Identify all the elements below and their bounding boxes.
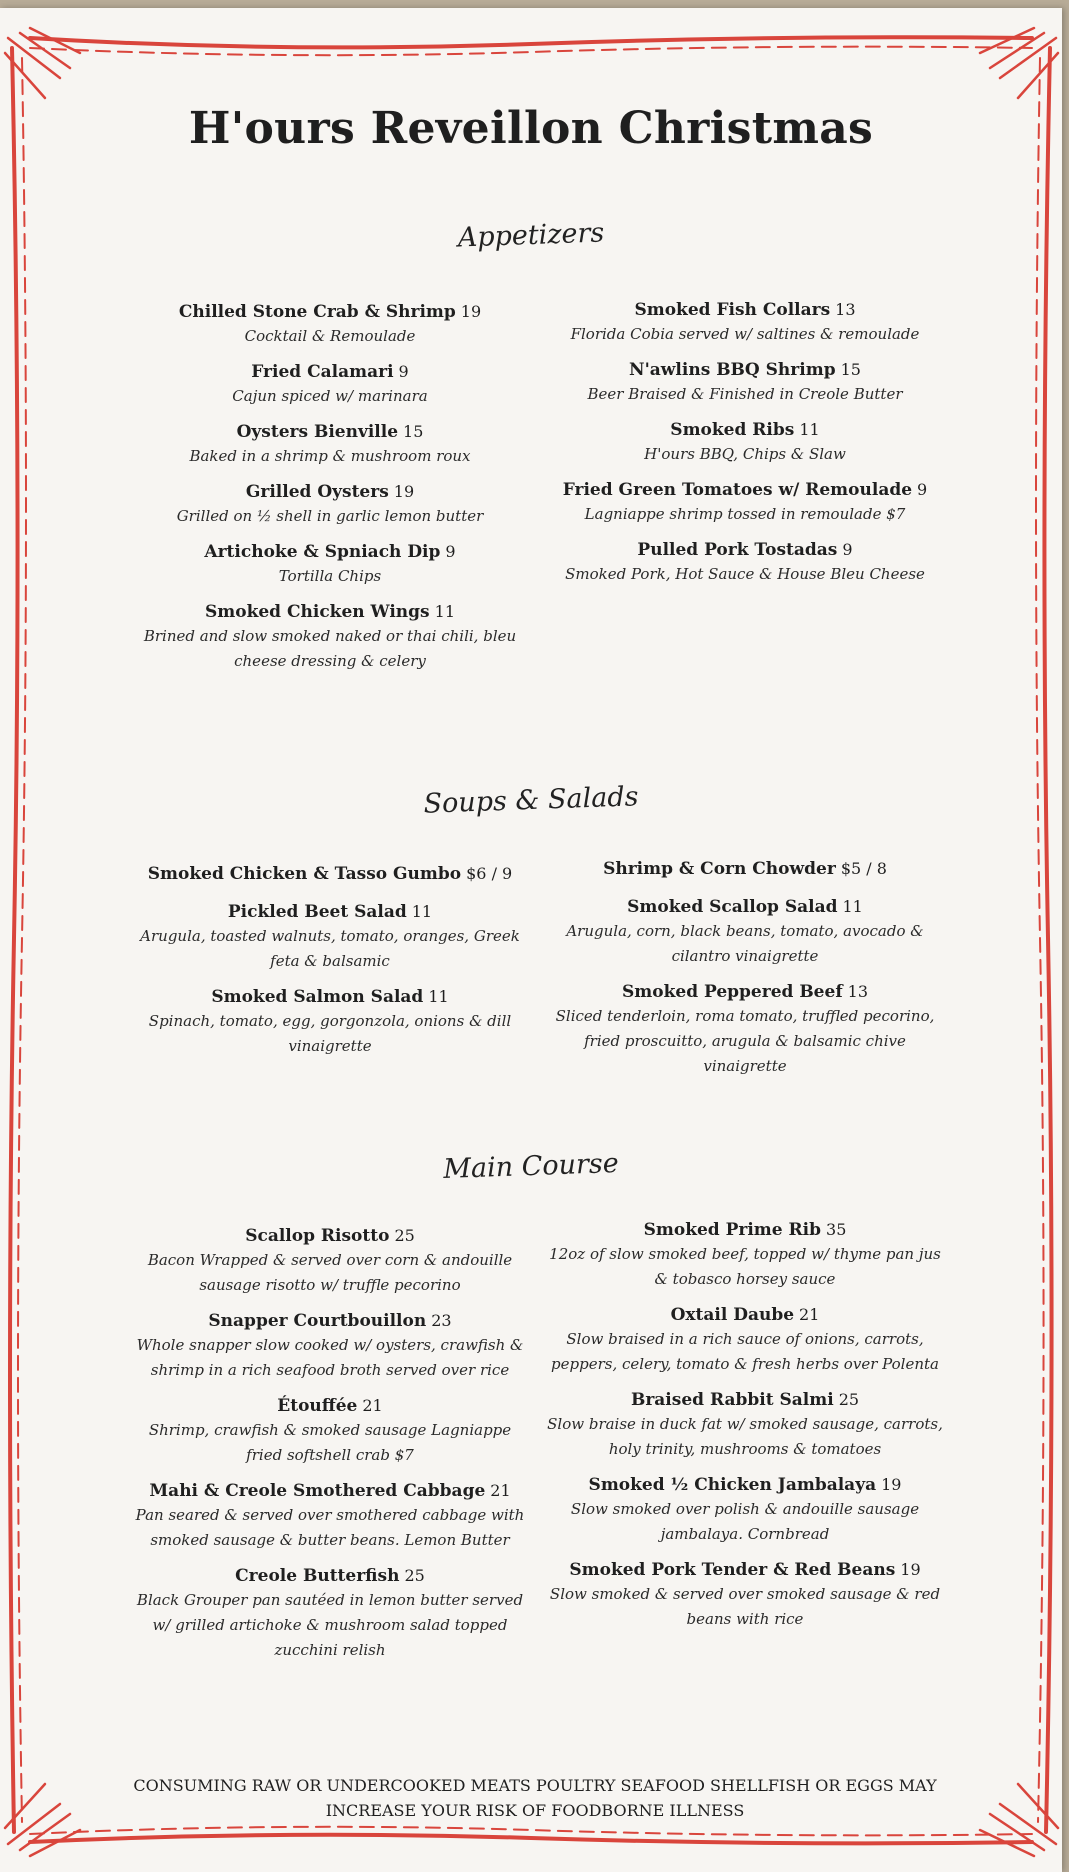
menu-item-title-line (130, 862, 530, 886)
menu-item (545, 1218, 945, 1292)
menu-item-name: Oxtail Daube (670, 1305, 795, 1325)
menu-item (130, 1309, 530, 1383)
menu-item (130, 985, 530, 1059)
menu-item-name: Smoked Pork Tender & Red Beans (569, 1560, 896, 1580)
menu-item-description: Sliced tenderloin, roma tomato, truffled pecorino, fried proscuitto, arugula & balsamic chive vinaigrette (555, 1007, 935, 1075)
menu-item-description: Bacon Wrapped & served over corn & andouille sausage risotto w/ truffle pecorino (147, 1251, 513, 1294)
soups-right-column (545, 857, 945, 1090)
menu-item-name: Fried Green Tomatoes w/ Remoulade (562, 480, 913, 500)
menu-item-name: Smoked Fish Collars (634, 300, 831, 320)
menu-item-name: Snapper Courtbouillon (208, 1311, 427, 1331)
menu-item-name: Smoked Chicken Wings (204, 602, 430, 622)
menu-item-price: 13 (847, 982, 868, 1001)
menu-item (545, 298, 945, 347)
menu-item-title-line (130, 1479, 530, 1503)
menu-item-description: Black Grouper pan sautéed in lemon butter served w/ grilled artichoke & mushroom salad topped zucchini relish (136, 1591, 524, 1659)
menu-item-title-line (130, 900, 530, 924)
menu-item-description: Cajun spiced w/ marinara (232, 387, 428, 405)
menu-item-description: Slow smoked & served over smoked sausage & red beans with rice (549, 1585, 941, 1628)
menu-item (545, 857, 945, 881)
menu-item (545, 358, 945, 407)
menu-item (130, 420, 530, 469)
menu-item-name: Smoked Salmon Salad (211, 987, 424, 1007)
menu-item-price: 21 (362, 1396, 383, 1415)
menu-item-title-line (130, 1394, 530, 1418)
menu-item-name: Fried Calamari (251, 362, 394, 382)
menu-item-name: Braised Rabbit Salmi (630, 1390, 834, 1410)
menu-item-name: N'awlins BBQ Shrimp (629, 360, 836, 380)
menu-item-title-line (545, 1303, 945, 1327)
menu-item-price: $5 / 8 (840, 859, 887, 878)
menu-item-price: 19 (900, 1560, 921, 1579)
menu-item (130, 360, 530, 409)
menu-item (545, 1303, 945, 1377)
menu-item-price: 21 (799, 1305, 820, 1324)
menu-item-name: Smoked ½ Chicken Jambalaya (588, 1475, 877, 1495)
menu-item-title-line (130, 480, 530, 504)
menu-item-price: 9 (398, 362, 409, 381)
menu-item-price: 9 (445, 542, 456, 561)
menu-item-description: Shrimp, crawfish & smoked sausage Lagniappe fried softshell crab $7 (148, 1421, 512, 1464)
menu-item-title-line (130, 1564, 530, 1588)
menu-item-name: Smoked Scallop Salad (627, 897, 838, 917)
menu-item-title-line (545, 1558, 945, 1582)
menu-item-name: Creole Butterfish (235, 1566, 400, 1586)
menu-item-title-line (545, 478, 945, 502)
menu-item-description: H'ours BBQ, Chips & Slaw (644, 445, 846, 463)
food-safety-disclaimer: CONSUMING RAW OR UNDERCOOKED MEATS POULTRY SEAFOOD SHELLFISH OR EGGS MAY INCREASE YOUR RISK OF FOODBORNE ILLNESS (133, 1776, 937, 1820)
menu-item-description: Cocktail & Remoulade (244, 327, 416, 345)
menu-item-title-line (545, 358, 945, 382)
menu-item (545, 418, 945, 467)
menu-item-name: Grilled Oysters (245, 482, 389, 502)
menu-item-title-line (545, 857, 945, 881)
menu-item-title-line (130, 985, 530, 1009)
menu-item (130, 480, 530, 529)
menu-item (545, 980, 945, 1079)
menu-item-price: 15 (403, 422, 424, 441)
menu-item (545, 478, 945, 527)
menu-item-title-line (545, 980, 945, 1004)
menu-item-name: Shrimp & Corn Chowder (603, 859, 836, 879)
section-heading-soups-salads: Soups & Salads (423, 781, 639, 820)
menu-item-price: 25 (838, 1390, 860, 1409)
menu-item-title-line (545, 1473, 945, 1497)
menu-item-name: Pulled Pork Tostadas (637, 540, 838, 560)
menu-item-price: 11 (411, 902, 433, 921)
section-heading-appetizers: Appetizers (457, 217, 605, 254)
menu-item-price: 11 (842, 897, 863, 916)
menu-item-title-line (545, 298, 945, 322)
menu-item-title-line (545, 1218, 945, 1242)
menu-item-title-line (545, 538, 945, 562)
menu-item-description: Arugula, toasted walnuts, tomato, oranges, Greek feta & balsamic (140, 927, 520, 970)
appetizers-right-column (545, 298, 945, 598)
menu-item-description: Slow braised in a rich sauce of onions, carrots, peppers, celery, tomato & fresh herbs over Polenta (551, 1330, 939, 1373)
menu-item-price: 15 (840, 360, 861, 379)
menu-item-price: 11 (799, 420, 820, 439)
section-heading-main-course: Main Course (442, 1147, 620, 1186)
menu-item-name: Smoked Ribs (670, 420, 795, 440)
menu-item-name: Mahi & Creole Smothered Cabbage (149, 1481, 486, 1501)
menu-item-title-line (130, 1309, 530, 1333)
menu-paper (0, 8, 1062, 1872)
menu-item-name: Oysters Bienville (236, 422, 399, 442)
menu-item (130, 600, 530, 674)
menu-item-name: Scallop Risotto (245, 1226, 390, 1246)
menu-item-description: Grilled on ½ shell in garlic lemon butter (176, 507, 484, 525)
menu-item-price: 19 (881, 1475, 902, 1494)
menu-item (130, 1224, 530, 1298)
menu-item-price: $6 / 9 (466, 864, 513, 883)
menu-item-title-line (130, 600, 530, 624)
menu-item (545, 1388, 945, 1462)
menu-item-name: Étouffée (277, 1396, 358, 1416)
menu-item-title-line (130, 300, 530, 324)
menu-item (130, 862, 530, 886)
menu-item-price: 19 (393, 482, 415, 501)
menu-item (130, 1394, 530, 1468)
menu-item-title-line (130, 1224, 530, 1248)
soups-left-column (130, 862, 530, 1070)
menu-item-description: Pan seared & served over smothered cabbage with smoked sausage & butter beans. Lemon Butter (135, 1506, 525, 1549)
menu-item-price: 25 (394, 1226, 415, 1245)
menu-item-title-line (130, 420, 530, 444)
main-left-column (130, 1224, 530, 1674)
menu-item-name: Smoked Prime Rib (643, 1220, 822, 1240)
menu-item-price: 25 (404, 1566, 425, 1585)
menu-item-name: Smoked Chicken & Tasso Gumbo (147, 864, 462, 884)
menu-item-title-line (545, 418, 945, 442)
menu-item-price: 19 (460, 302, 482, 321)
menu-item-description: Beer Braised & Finished in Creole Butter (587, 385, 903, 403)
menu-item-name: Artichoke & Spniach Dip (204, 542, 441, 562)
menu-item-price: 13 (835, 300, 856, 319)
menu-item-description: Spinach, tomato, egg, gorgonzola, onions & dill vinaigrette (148, 1012, 512, 1055)
main-right-column (545, 1218, 945, 1643)
menu-item (130, 1479, 530, 1553)
menu-item-description: Smoked Pork, Hot Sauce & House Bleu Cheese (565, 565, 925, 583)
menu-item-description: Brined and slow smoked naked or thai chili, bleu cheese dressing & celery (143, 627, 517, 670)
menu-item-name: Smoked Peppered Beef (622, 982, 843, 1002)
menu-item (130, 300, 530, 349)
menu-item-price: 35 (826, 1220, 847, 1239)
menu-item (130, 540, 530, 589)
menu-item-title-line (545, 895, 945, 919)
menu-title: H'ours Reveillon Christmas (188, 103, 874, 154)
menu-item-description: 12oz of slow smoked beef, topped w/ thyme pan jus & tobasco horsey sauce (549, 1245, 941, 1288)
menu-item-price: 9 (842, 540, 853, 559)
menu-item-name: Pickled Beet Salad (227, 902, 407, 922)
menu-item-description: Tortilla Chips (278, 567, 382, 585)
menu-item-description: Baked in a shrimp & mushroom roux (189, 447, 471, 465)
menu-item-description: Whole snapper slow cooked w/ oysters, crawfish & shrimp in a rich seafood broth served over rice (136, 1336, 524, 1379)
menu-item-description: Lagniappe shrimp tossed in remoulade $7 (584, 505, 906, 523)
menu-item-price: 21 (490, 1481, 511, 1500)
menu-item (130, 1564, 530, 1663)
menu-item-name: Chilled Stone Crab & Shrimp (178, 302, 456, 322)
menu-item-price: 9 (917, 480, 928, 499)
menu-item-title-line (130, 540, 530, 564)
menu-item (545, 538, 945, 587)
menu-item (545, 895, 945, 969)
appetizers-left-column (130, 300, 530, 685)
menu-item (545, 1558, 945, 1632)
menu-item (130, 900, 530, 974)
menu-item-price: 11 (434, 602, 455, 621)
menu-item (545, 1473, 945, 1547)
menu-item-description: Arugula, corn, black beans, tomato, avocado & cilantro vinaigrette (566, 922, 924, 965)
menu-item-description: Slow braise in duck fat w/ smoked sausage, carrots, holy trinity, mushrooms & tomatoes (547, 1415, 943, 1458)
menu-item-description: Florida Cobia served w/ saltines & remoulade (570, 325, 920, 343)
menu-item-price: 11 (428, 987, 449, 1006)
menu-item-title-line (545, 1388, 945, 1412)
menu-item-title-line (130, 360, 530, 384)
menu-item-price: 23 (431, 1311, 452, 1330)
menu-item-description: Slow smoked over polish & andouille sausage jambalaya. Cornbread (570, 1500, 920, 1543)
